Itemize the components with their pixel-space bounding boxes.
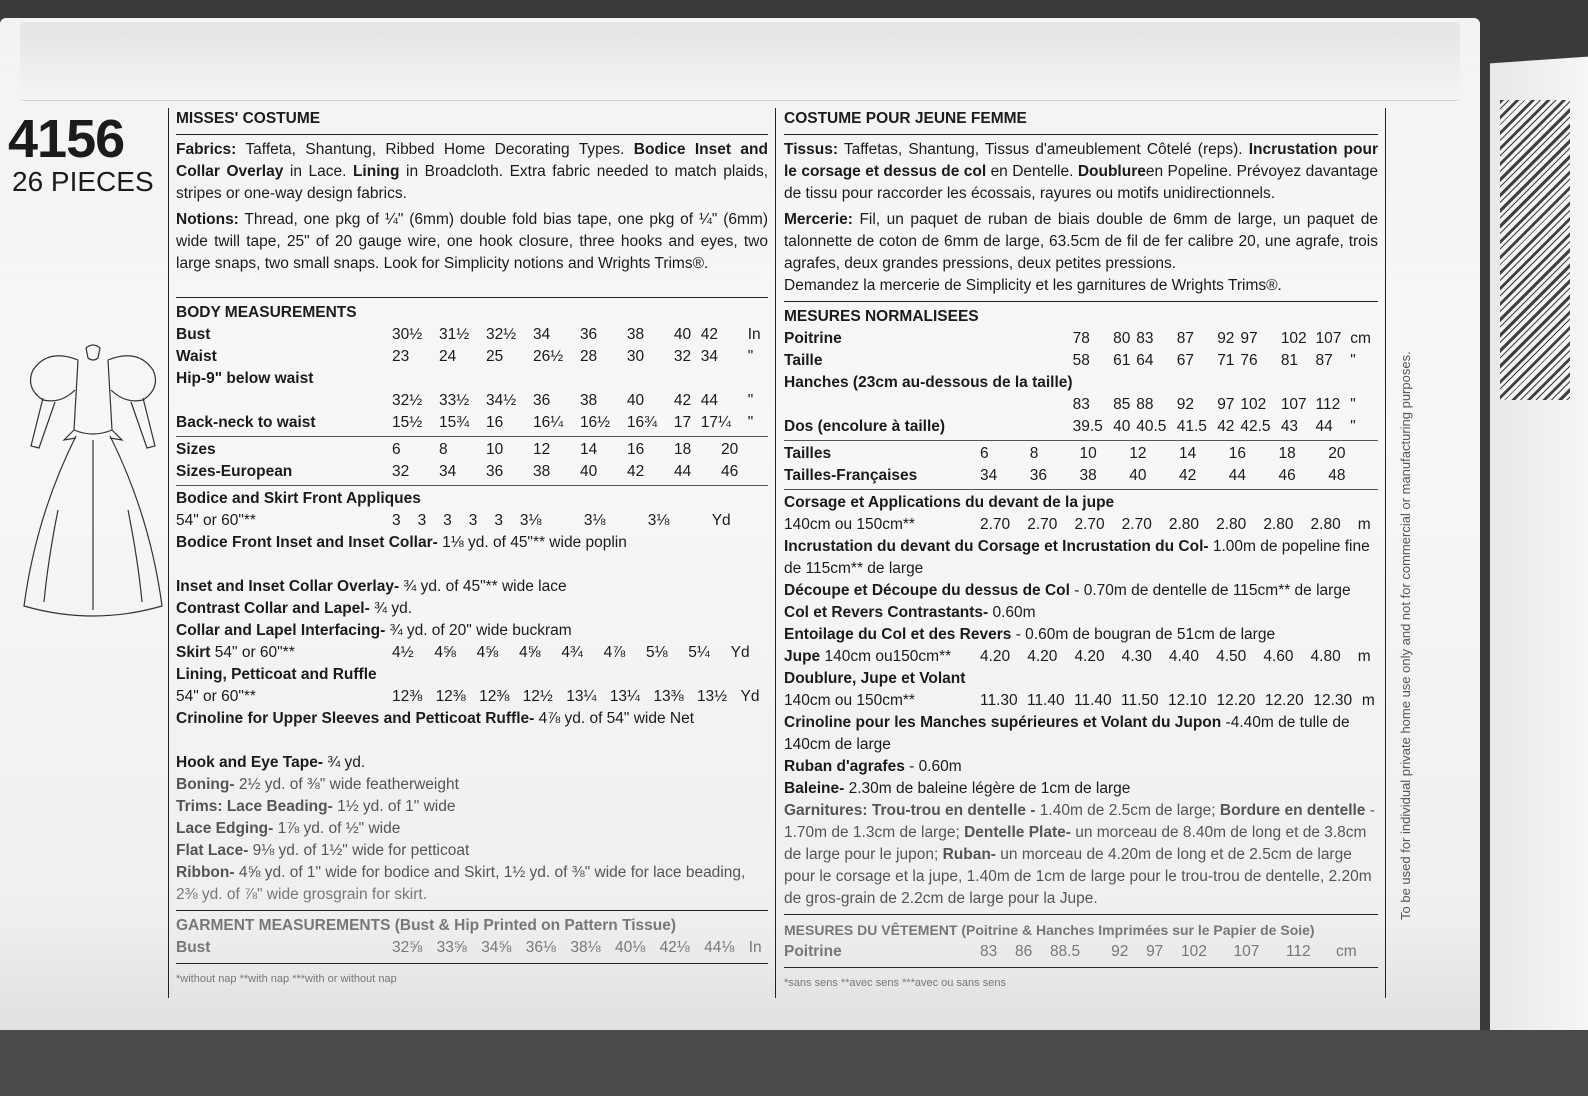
cell-value: 18 bbox=[1278, 445, 1296, 462]
cell-value: m bbox=[1357, 648, 1371, 665]
cell-value bbox=[701, 368, 748, 390]
table-row bbox=[176, 642, 768, 664]
row-label: Poitrine bbox=[784, 330, 842, 347]
doublure-table bbox=[784, 690, 1378, 712]
cell-value bbox=[1350, 372, 1378, 394]
table-row bbox=[784, 646, 1378, 668]
cell-value: Yd bbox=[740, 688, 760, 705]
corsage-table bbox=[784, 514, 1378, 536]
cell-value: 31½ bbox=[438, 326, 470, 343]
cell-value: 4¾ bbox=[561, 644, 583, 661]
cell-value: 44⅛ bbox=[704, 939, 735, 956]
table-row bbox=[784, 372, 1378, 394]
divider-center bbox=[775, 108, 776, 998]
table-row bbox=[784, 328, 1378, 350]
row-label: Hip-9" below waist bbox=[176, 370, 314, 387]
cell-value: 2.80 bbox=[1310, 516, 1341, 533]
cell-value: 2.70 bbox=[1074, 516, 1105, 533]
cell-value bbox=[1240, 372, 1280, 394]
cell-value: 85 bbox=[1113, 396, 1131, 413]
cell-value: 12⅜ bbox=[435, 688, 466, 705]
cell-value: 46 bbox=[1278, 467, 1296, 484]
decoupe-line: Découpe et Découpe du dessus de Col - 0.70m de dentelle de 115cm** de large bbox=[784, 582, 1351, 599]
cell-value: 88.5 bbox=[1049, 943, 1081, 960]
table-row bbox=[176, 937, 768, 959]
cell-value: 33⅝ bbox=[436, 939, 467, 956]
cell-value: 13½ bbox=[696, 688, 728, 705]
piece-count: 26 PIECES bbox=[12, 166, 154, 197]
table-row bbox=[176, 412, 768, 434]
cell-value: 44 bbox=[700, 392, 719, 409]
cell-value: 30½ bbox=[392, 326, 423, 343]
row-label: Tailles-Françaises bbox=[784, 467, 918, 484]
table-row bbox=[176, 439, 768, 461]
cell-value: 71 bbox=[1217, 352, 1235, 369]
cell-value: 97 bbox=[1240, 330, 1258, 347]
cell-value: 42 bbox=[627, 463, 645, 480]
cell-value: 61 bbox=[1113, 352, 1131, 369]
cell-value: 18 bbox=[674, 441, 692, 458]
english-title: MISSES' COSTUME bbox=[176, 110, 321, 127]
cell-value bbox=[392, 368, 439, 390]
cell-value: 11.40 bbox=[1027, 692, 1065, 709]
cell-value: 92 bbox=[1217, 330, 1235, 347]
cell-value: 40 bbox=[1113, 418, 1131, 435]
cell-value: " bbox=[1350, 352, 1356, 369]
french-column bbox=[784, 108, 1378, 994]
row-label bbox=[784, 394, 1073, 416]
overlay-line: Inset and Inset Collar Overlay- ¾ yd. of 45"** wide lace bbox=[176, 578, 567, 595]
row-label: Sizes-European bbox=[176, 463, 293, 480]
cell-value: 8 bbox=[439, 441, 448, 458]
envelope-flap bbox=[20, 22, 1460, 101]
mesures-title: MESURES NORMALISEES bbox=[784, 308, 979, 325]
cell-value: 12.20 bbox=[1216, 692, 1256, 709]
tissus-paragraph: Tissus: Taffetas, Shantung, Tissus d'ameublement Côtelé (reps). Incrustation pour le corsage et dessus de col en Dentelle. Doublureen Popeline. Prévoyez davantage de tissu pour raccorder les écossais, rayures ou motifs unidirectionnels. bbox=[784, 141, 1378, 202]
cell-value: 44 bbox=[1228, 467, 1246, 484]
cell-value: 12.20 bbox=[1264, 692, 1304, 709]
row-label bbox=[176, 390, 392, 412]
cell-value: 2.80 bbox=[1263, 516, 1294, 533]
garment-table bbox=[176, 937, 768, 959]
cell-value: 87 bbox=[1315, 352, 1333, 369]
cell-value: 42.5 bbox=[1240, 418, 1271, 435]
row-label: Taille bbox=[784, 352, 823, 369]
cell-value: " bbox=[747, 392, 754, 409]
cell-value: 3 bbox=[494, 512, 503, 529]
corsage-title: Corsage et Applications du devant de la jupe bbox=[784, 494, 1115, 511]
table-row bbox=[784, 690, 1378, 712]
interfacing-line: Collar and Lapel Interfacing- ¾ yd. of 20" wide buckram bbox=[176, 622, 572, 639]
cell-value: 64 bbox=[1136, 352, 1154, 369]
body-measurements-title: BODY MEASUREMENTS bbox=[176, 304, 357, 321]
cell-value: 13¼ bbox=[609, 688, 640, 705]
cell-value: 17 bbox=[673, 414, 692, 431]
row-label: 140cm ou 150cm** bbox=[784, 692, 915, 709]
cell-value: 3⅛ bbox=[647, 512, 670, 529]
row-label: Skirt 54" or 60"** bbox=[176, 644, 295, 661]
cell-value: 3 bbox=[392, 512, 401, 529]
jupe-table bbox=[784, 646, 1378, 668]
cell-value: 97 bbox=[1217, 396, 1235, 413]
cell-value: 3 bbox=[443, 512, 452, 529]
ribbon-line-2: 2⅜ yd. of ⅞" wide grosgrain for skirt. bbox=[176, 886, 428, 903]
cell-value: 20 bbox=[1328, 445, 1346, 462]
trims-line: Trims: Lace Beading- 1½ yd. of 1" wide bbox=[176, 798, 456, 815]
cell-value: 4½ bbox=[392, 644, 414, 661]
flat-lace-line: Flat Lace- 9⅛ yd. of 1½" wide for petticoat bbox=[176, 842, 470, 859]
cell-value bbox=[439, 368, 486, 390]
cell-value: 4⅝ bbox=[518, 644, 541, 661]
row-label: Sizes bbox=[176, 441, 216, 458]
cell-value: 28 bbox=[579, 348, 598, 365]
cell-value: 6 bbox=[980, 445, 989, 462]
col-line: Col et Revers Contrastants- 0.60m bbox=[784, 604, 1036, 621]
cell-value: 8 bbox=[1029, 445, 1039, 462]
cell-value: 58 bbox=[1072, 352, 1090, 369]
cell-value bbox=[533, 368, 580, 390]
cell-value: 5⅛ bbox=[645, 644, 668, 661]
cell-value: 81 bbox=[1280, 352, 1299, 369]
cell-value: 16 bbox=[627, 441, 645, 458]
cell-value: 80 bbox=[1113, 330, 1131, 347]
cell-value: 40 bbox=[580, 463, 598, 480]
cell-value bbox=[1177, 372, 1217, 394]
row-label: 140cm ou 150cm** bbox=[784, 516, 915, 533]
cell-value: 4.20 bbox=[1074, 648, 1105, 665]
cell-value: 40⅛ bbox=[614, 939, 646, 956]
cell-value: 32½ bbox=[485, 326, 517, 343]
cell-value: 12.30 bbox=[1313, 692, 1353, 709]
cell-value: 11.50 bbox=[1121, 692, 1159, 709]
contrast-line: Contrast Collar and Lapel- ¾ yd. bbox=[176, 600, 413, 617]
row-label: Jupe 140cm ou150cm** bbox=[784, 648, 952, 665]
cell-value: 34½ bbox=[485, 392, 517, 409]
cell-value: 34 bbox=[700, 348, 719, 365]
cell-value: 10 bbox=[1079, 445, 1097, 462]
cell-value bbox=[1316, 372, 1351, 394]
cell-value: Yd bbox=[711, 512, 731, 529]
cell-value: 6 bbox=[392, 441, 401, 458]
row-label: 54" or 60"** bbox=[176, 688, 256, 705]
cell-value: 36 bbox=[1029, 467, 1047, 484]
cell-value: 17¼ bbox=[700, 414, 731, 431]
cell-value: 38⅛ bbox=[570, 939, 601, 956]
cell-value bbox=[1136, 372, 1176, 394]
cell-value: 32 bbox=[673, 348, 692, 365]
table-row bbox=[176, 686, 768, 708]
table-row bbox=[176, 390, 768, 412]
cell-value: 83 bbox=[1072, 396, 1090, 413]
cell-value: 107 bbox=[1233, 943, 1260, 960]
garment-title: GARMENT MEASUREMENTS (Bust & Hip Printed on Pattern Tissue) bbox=[176, 917, 677, 934]
crinoline-fr-line: Crinoline pour les Manches supérieures et Volant du Jupon -4.40m de tulle de 140cm de large bbox=[784, 714, 1350, 753]
cell-value: 36⅛ bbox=[525, 939, 556, 956]
cell-value: 16¾ bbox=[626, 414, 658, 431]
cell-value: " bbox=[747, 348, 754, 365]
incrust-line: Incrustation du devant du Corsage et Incrustation du Col- 1.00m de popeline fine de 115cm** de large bbox=[784, 538, 1370, 577]
table-row bbox=[784, 350, 1378, 372]
cell-value: 16 bbox=[1228, 445, 1246, 462]
table-row bbox=[176, 461, 768, 483]
cell-value: 32⅝ bbox=[392, 939, 423, 956]
cell-value: 48 bbox=[1328, 467, 1346, 484]
cell-value: 67 bbox=[1176, 352, 1194, 369]
skirt-table bbox=[176, 642, 768, 664]
cell-value: 5¼ bbox=[688, 644, 710, 661]
cell-value: 42 bbox=[700, 326, 719, 343]
cell-value: 39.5 bbox=[1072, 418, 1103, 435]
cell-value: 40.5 bbox=[1136, 418, 1167, 435]
cell-value: 32 bbox=[392, 463, 410, 480]
cell-value: 42 bbox=[1217, 418, 1235, 435]
cell-value: 11.30 bbox=[980, 692, 1018, 709]
cell-value: 10 bbox=[486, 441, 504, 458]
cell-value bbox=[1281, 372, 1316, 394]
cell-value: 13⅜ bbox=[653, 688, 684, 705]
cell-value: 112 bbox=[1315, 396, 1341, 413]
fabrics-paragraph: Fabrics: Taffeta, Shantung, Ribbed Home Decorating Types. Bodice Inset and Collar Overlay in Lace. Lining in Broadcloth. Extra fabric needed to match plaids, stripes or one-way design fabrics. bbox=[176, 141, 769, 202]
cell-value: 12 bbox=[533, 441, 551, 458]
cell-value: 16½ bbox=[579, 414, 611, 431]
cell-value: 92 bbox=[1176, 396, 1194, 413]
table-row bbox=[784, 416, 1378, 438]
english-column bbox=[176, 108, 768, 990]
cell-value: 33½ bbox=[438, 392, 470, 409]
table-row bbox=[176, 368, 768, 390]
mesures-table bbox=[784, 328, 1378, 438]
cell-value: 102 bbox=[1280, 330, 1307, 347]
cell-value: 25 bbox=[485, 348, 504, 365]
barcode bbox=[1500, 100, 1570, 400]
notions-paragraph: Notions: Thread, one pkg of ¼" (6mm) double fold bias tape, one pkg of ¼" (6mm) wide twill tape, 25" of 20 gauge wire, one hook closure, three hooks and eyes, two large snaps, two small snaps. Look for Simplicity notions and Wrights Trims®. bbox=[176, 211, 768, 272]
row-label: Poitrine bbox=[784, 943, 842, 960]
usage-notice: To be used for individual private home use only and not for commercial or manufacturing purposes. bbox=[1398, 351, 1413, 920]
cell-value bbox=[580, 368, 627, 390]
footnote: *without nap **with nap ***with or without nap bbox=[176, 973, 397, 985]
cell-value: 38 bbox=[579, 392, 598, 409]
cell-value: 42 bbox=[1179, 467, 1197, 484]
mercerie-paragraph: Mercerie: Fil, un paquet de ruban de biais double de 6mm de large, un paquet de talonnette de coton de 6mm de large, 63.5cm de fil de fer calibre 20, une agrafe, trois agrafes, deux grandes pressions, deux petites pressions. Demandez la mercerie de Simplicity et les garnitures de Wrights Trims®. bbox=[784, 211, 1378, 294]
tailles-table bbox=[784, 443, 1378, 487]
cell-value bbox=[748, 368, 768, 390]
body-measurements-table bbox=[176, 324, 768, 434]
cell-value: 14 bbox=[1179, 445, 1197, 462]
applique-table bbox=[176, 510, 768, 532]
pattern-number: 4156 bbox=[8, 109, 125, 169]
lace-edging-line: Lace Edging- 1⅞ yd. of ½" wide bbox=[176, 820, 401, 837]
cell-value: 20 bbox=[721, 441, 739, 458]
cell-value: 4⅝ bbox=[476, 644, 499, 661]
cell-value: 2.70 bbox=[1121, 516, 1152, 533]
cell-value bbox=[486, 368, 533, 390]
cell-value: 2.80 bbox=[1216, 516, 1247, 533]
cell-value: " bbox=[747, 414, 754, 431]
cell-value: 4.80 bbox=[1310, 648, 1341, 665]
cell-value bbox=[1073, 372, 1113, 394]
cell-value: 107 bbox=[1280, 396, 1307, 413]
dress-illustration bbox=[18, 340, 168, 620]
table-row bbox=[784, 465, 1378, 487]
cell-value: 112 bbox=[1285, 943, 1311, 960]
cell-value: 43 bbox=[1280, 418, 1299, 435]
cell-value: 15¾ bbox=[438, 414, 470, 431]
cell-value: 36 bbox=[579, 326, 598, 343]
cell-value: 26½ bbox=[532, 348, 564, 365]
crinoline-line: Crinoline for Upper Sleeves and Petticoat Ruffle- 4⅞ yd. of 54" wide Net bbox=[176, 710, 695, 727]
table-row bbox=[784, 514, 1378, 536]
sizes-table bbox=[176, 439, 768, 483]
table-row bbox=[784, 394, 1378, 416]
cell-value: 3 bbox=[468, 512, 478, 529]
cell-value: 4.50 bbox=[1216, 648, 1247, 665]
cell-value: 13¼ bbox=[566, 688, 597, 705]
lining-table bbox=[176, 686, 768, 708]
mesures-vetement-table bbox=[784, 941, 1378, 963]
row-label: Hanches (23cm au-dessous de la taille) bbox=[784, 374, 1073, 391]
cell-value: 88 bbox=[1136, 396, 1154, 413]
garnitures-paragraph: Garnitures: Trou-trou en dentelle - 1.40m de 2.5cm de large; Bordure en dentelle - 1.70m de 1.3cm de large; Dentelle Plate- un morceau de 8.40m de long et de 3.8cm de large pour le jupon; Ruban- un morceau de 4.20m de long et de 2.5cm de large pour le corsage et la jupe, 1.40m de 1cm de large pour le trou-trou de dentelle, 2.20m de gros-grain de 2.2cm de large pour la Jupe. bbox=[784, 802, 1375, 907]
background-edge bbox=[0, 1030, 1588, 1096]
cell-value: 83 bbox=[980, 943, 998, 960]
cell-value: 34 bbox=[439, 463, 457, 480]
cell-value: 23 bbox=[392, 348, 410, 365]
hook-line: Hook and Eye Tape- ¾ yd. bbox=[176, 754, 366, 771]
table-row bbox=[176, 510, 768, 532]
cell-value: 78 bbox=[1072, 330, 1090, 347]
cell-value: 12.10 bbox=[1168, 692, 1207, 709]
cell-value: 4.20 bbox=[980, 648, 1011, 665]
cell-value: 4.20 bbox=[1027, 648, 1058, 665]
cell-value: m bbox=[1357, 516, 1371, 533]
cell-value: 34⅝ bbox=[481, 939, 512, 956]
cell-value: 46 bbox=[721, 463, 739, 480]
cell-value: 87 bbox=[1176, 330, 1194, 347]
row-label: Bust bbox=[176, 939, 211, 956]
divider-right bbox=[1385, 108, 1386, 998]
cell-value: 107 bbox=[1315, 330, 1342, 347]
cell-value: 102 bbox=[1240, 396, 1267, 413]
inset-line: Bodice Front Inset and Inset Collar- 1⅛ yd. of 45"** wide poplin bbox=[176, 534, 627, 551]
cell-value: 92 bbox=[1111, 943, 1129, 960]
row-label: Dos (encolure à taille) bbox=[784, 418, 946, 435]
cell-value bbox=[1113, 372, 1136, 394]
boning-line: Boning- 2½ yd. of ⅜" wide featherweight bbox=[176, 776, 459, 793]
cell-value: 42⅛ bbox=[659, 939, 690, 956]
cell-value: 4⅝ bbox=[434, 644, 456, 661]
cell-value: 86 bbox=[1014, 943, 1033, 960]
cell-value: 36 bbox=[532, 392, 551, 409]
cell-value bbox=[674, 368, 701, 390]
cell-value: 2.70 bbox=[980, 516, 1011, 533]
cell-value: 76 bbox=[1240, 352, 1258, 369]
cell-value: 12 bbox=[1129, 445, 1147, 462]
cell-value: 4.30 bbox=[1121, 648, 1152, 665]
cell-value: 40 bbox=[1129, 467, 1147, 484]
cell-value: 44 bbox=[674, 463, 692, 480]
cell-value: 41.5 bbox=[1176, 418, 1207, 435]
table-row bbox=[784, 443, 1378, 465]
applique-title: Bodice and Skirt Front Appliques bbox=[176, 490, 421, 507]
cell-value: 12⅜ bbox=[392, 688, 423, 705]
cell-value: 4.40 bbox=[1168, 648, 1200, 665]
cell-value: 32½ bbox=[392, 392, 423, 409]
cell-value: 44 bbox=[1315, 418, 1333, 435]
lining-title: Lining, Petticoat and Ruffle bbox=[176, 666, 377, 683]
cell-value: 42 bbox=[673, 392, 692, 409]
cell-value: 38 bbox=[1079, 467, 1097, 484]
cell-value: 34 bbox=[532, 326, 551, 343]
cell-value: 11.40 bbox=[1074, 692, 1112, 709]
cell-value: " bbox=[1350, 396, 1356, 413]
cell-value: 30 bbox=[626, 348, 645, 365]
cell-value: 40 bbox=[626, 392, 645, 409]
row-label: Tailles bbox=[784, 445, 832, 462]
cell-value: 2.70 bbox=[1027, 516, 1058, 533]
cell-value: 4⅞ bbox=[603, 644, 626, 661]
cell-value: 12⅜ bbox=[479, 688, 510, 705]
cell-value: 16 bbox=[485, 414, 504, 431]
baleine-line: Baleine- 2.30m de baleine légère de 1cm de large bbox=[784, 780, 1131, 797]
cell-value: In bbox=[747, 326, 761, 343]
cell-value: 24 bbox=[438, 348, 457, 365]
divider-left bbox=[168, 108, 169, 998]
cell-value: 36 bbox=[486, 463, 504, 480]
row-label: Back-neck to waist bbox=[176, 414, 316, 431]
cell-value: cm bbox=[1336, 943, 1357, 960]
cell-value: 38 bbox=[626, 326, 645, 343]
french-title: COSTUME POUR JEUNE FEMME bbox=[784, 110, 1027, 127]
cell-value bbox=[627, 368, 674, 390]
cell-value: cm bbox=[1350, 330, 1371, 347]
cell-value: 15½ bbox=[392, 414, 423, 431]
cell-value: 40 bbox=[673, 326, 692, 343]
table-row bbox=[176, 324, 768, 346]
cell-value: 3⅛ bbox=[583, 512, 606, 529]
cell-value: 3 bbox=[417, 512, 427, 529]
entoilage-line: Entoilage du Col et des Revers - 0.60m de bougran de 51cm de large bbox=[784, 626, 1276, 643]
cell-value: 14 bbox=[580, 441, 598, 458]
cell-value: 12½ bbox=[522, 688, 553, 705]
cell-value: In bbox=[748, 939, 762, 956]
cell-value: 16¼ bbox=[532, 414, 564, 431]
cell-value: 83 bbox=[1136, 330, 1154, 347]
cell-value: 4.60 bbox=[1263, 648, 1294, 665]
cell-value: 3⅛ bbox=[519, 512, 542, 529]
footnote-fr: *sans sens **avec sens ***avec ou sans sens bbox=[784, 977, 1006, 989]
cell-value bbox=[1217, 372, 1240, 394]
cell-value: Yd bbox=[730, 644, 750, 661]
row-label: 54" or 60"** bbox=[176, 512, 256, 529]
ruban-line: Ruban d'agrafes - 0.60m bbox=[784, 758, 962, 775]
row-label: Bust bbox=[176, 326, 211, 343]
cell-value: 38 bbox=[533, 463, 551, 480]
cell-value: 97 bbox=[1146, 943, 1164, 960]
cell-value: " bbox=[1350, 418, 1356, 435]
ribbon-line: Ribbon- 4⅝ yd. of 1" wide for bodice and Skirt, 1½ yd. of ⅜" wide for lace beading, bbox=[176, 864, 746, 881]
cell-value: 2.80 bbox=[1168, 516, 1200, 533]
cell-value: 102 bbox=[1181, 943, 1207, 960]
table-row bbox=[784, 941, 1378, 963]
table-row bbox=[176, 346, 768, 368]
cell-value: m bbox=[1361, 692, 1375, 709]
row-label: Waist bbox=[176, 348, 217, 365]
cell-value: 34 bbox=[980, 467, 998, 484]
mesures-vetement-title: MESURES DU VÊTEMENT (Poitrine & Hanches Imprimées sur le Papier de Soie) bbox=[784, 922, 1315, 938]
doublure-title: Doublure, Jupe et Volant bbox=[784, 670, 966, 687]
